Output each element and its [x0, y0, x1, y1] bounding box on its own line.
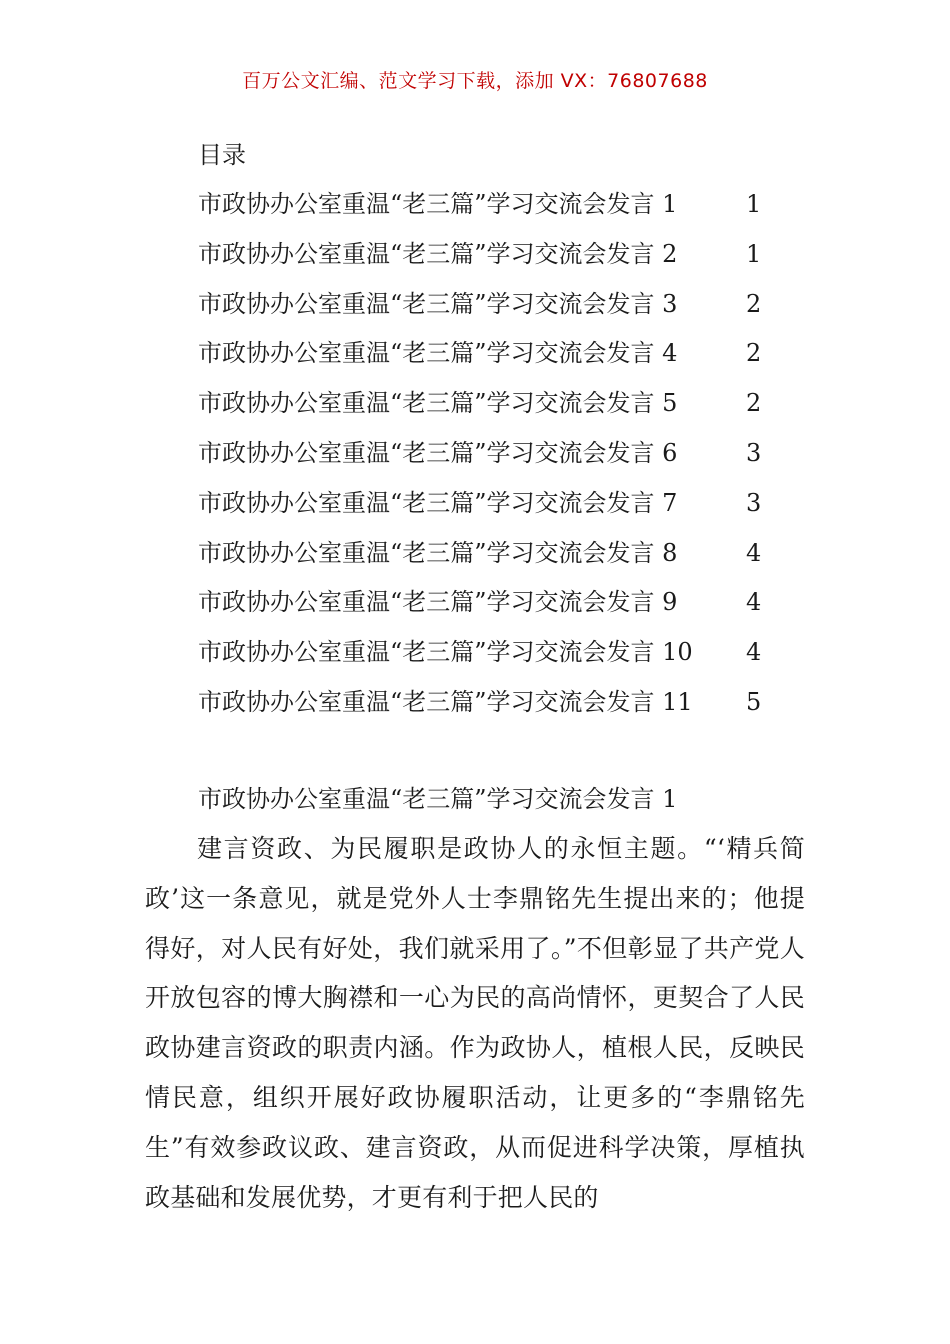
toc-entry[interactable]	[198, 529, 818, 579]
toc-entry-label: 市政协办公室重温“老三篇”学习交流会发言 11	[198, 687, 693, 716]
toc-entry[interactable]	[198, 329, 818, 379]
toc-entry-label: 市政协办公室重温“老三篇”学习交流会发言 4	[198, 339, 678, 368]
toc-entry[interactable]	[198, 678, 818, 728]
toc-entry-label: 市政协办公室重温“老三篇”学习交流会发言 9	[198, 588, 678, 617]
toc-entry-page: 5	[746, 687, 762, 716]
toc-entry-page: 1	[746, 190, 762, 218]
toc-entry[interactable]	[198, 429, 818, 479]
toc-entry-page: 2	[746, 389, 762, 418]
toc-entry-label: 市政协办公室重温“老三篇”学习交流会发言 10	[198, 638, 693, 667]
toc-entry-page: 2	[746, 289, 762, 318]
toc-entry[interactable]	[198, 578, 818, 628]
toc-entry-label: 市政协办公室重温“老三篇”学习交流会发言 6	[198, 438, 678, 467]
toc-entry[interactable]	[198, 230, 818, 280]
toc-entry[interactable]	[198, 379, 818, 429]
toc-entry-label: 市政协办公室重温“老三篇”学习交流会发言 3	[198, 289, 678, 318]
toc-entry-label: 市政协办公室重温“老三篇”学习交流会发言 5	[198, 389, 678, 418]
toc-entry-page: 3	[746, 488, 762, 517]
toc-entry-page: 4	[746, 588, 762, 617]
body-paragraph: 建言资政、为民履职是政协人的永恒主题。“‘精兵简政’这一条意见，就是党外人士李鼎铭先生提出来的；他提得好，对人民有好处，我们就采用了。”不但彰显了共产党人开放包容的博大胸襟和一心为民的高尚情怀，更契合了人民政协建言资政的职责内涵。作为政协人，植根人民，反映民情民意，组织开展好政协履职活动，让更多的“李鼎铭先生”有效参政议政、建言资政，从而促进科学决策，厚植执政基础和发展优势，才更有利于把人民的	[145, 834, 805, 1212]
table-of-contents	[198, 130, 818, 728]
toc-entry-label: 市政协办公室重温“老三篇”学习交流会发言 1	[198, 190, 678, 218]
toc-entry-label: 市政协办公室重温“老三篇”学习交流会发言 2	[198, 239, 678, 268]
section-heading: 市政协办公室重温“老三篇”学习交流会发言 1	[198, 785, 678, 813]
toc-entry-label: 市政协办公室重温“老三篇”学习交流会发言 8	[198, 538, 678, 567]
toc-entry-page: 4	[746, 638, 762, 667]
toc-entry-page: 4	[746, 538, 762, 567]
page-header-banner: 百万公文汇编、范文学习下载，添加 VX：76807688	[242, 70, 708, 92]
toc-entry[interactable]	[198, 180, 818, 230]
toc-entry[interactable]	[198, 280, 818, 330]
toc-entry-page: 2	[746, 339, 762, 368]
toc-entry-label: 市政协办公室重温“老三篇”学习交流会发言 7	[198, 488, 678, 517]
toc-title: 目录	[198, 141, 246, 169]
toc-entry[interactable]	[198, 479, 818, 529]
toc-entry-page: 1	[746, 239, 762, 268]
toc-list	[198, 180, 818, 728]
toc-entry[interactable]	[198, 628, 818, 678]
toc-entry-page: 3	[746, 438, 762, 467]
